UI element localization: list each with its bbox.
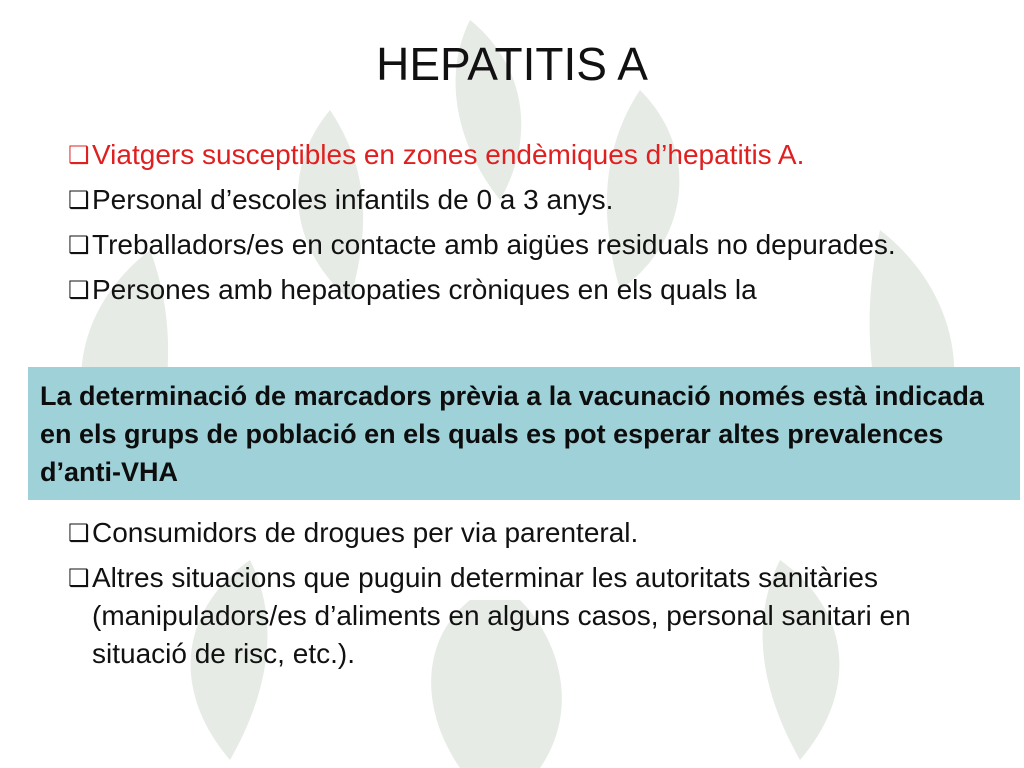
bullet-text: Treballadors/es en contacte amb aigües residuals no depurades. — [92, 229, 896, 260]
list-item — [68, 514, 968, 552]
bullet-text: Personal d’escoles infantils de 0 a 3 anys. — [92, 184, 614, 215]
checkbox-bullet-icon: ❑ — [68, 231, 90, 259]
checkbox-bullet-icon: ❑ — [68, 186, 90, 214]
slide-title: HEPATITIS A — [376, 38, 648, 90]
list-item — [68, 136, 968, 174]
list-item — [68, 271, 968, 309]
bullet-text: Viatgers susceptibles en zones endèmiques d’hepatitis A. — [92, 139, 805, 170]
bullet-list-bottom — [68, 514, 968, 680]
checkbox-bullet-icon: ❑ — [68, 564, 90, 592]
bullet-list-top — [68, 136, 968, 316]
info-callout-box: La determinació de marcadors prèvia a la vacunació només està indicada en els grups de població en els quals es pot esperar altes prevalences d’anti-VHA — [28, 367, 1020, 500]
list-item — [68, 181, 968, 219]
checkbox-bullet-icon: ❑ — [68, 276, 90, 304]
bullet-text: Consumidors de drogues per via parenteral. — [92, 517, 639, 548]
bullet-text: Persones amb hepatopaties cròniques en els quals la — [92, 274, 757, 305]
checkbox-bullet-icon: ❑ — [68, 141, 90, 169]
bullet-text: Altres situacions que puguin determinar les autoritats sanitàries (manipuladors/es d’aliments en alguns casos, personal sanitari en situació de risc, etc.). — [92, 562, 911, 669]
checkbox-bullet-icon: ❑ — [68, 519, 90, 547]
list-item — [68, 559, 968, 673]
list-item — [68, 226, 968, 264]
